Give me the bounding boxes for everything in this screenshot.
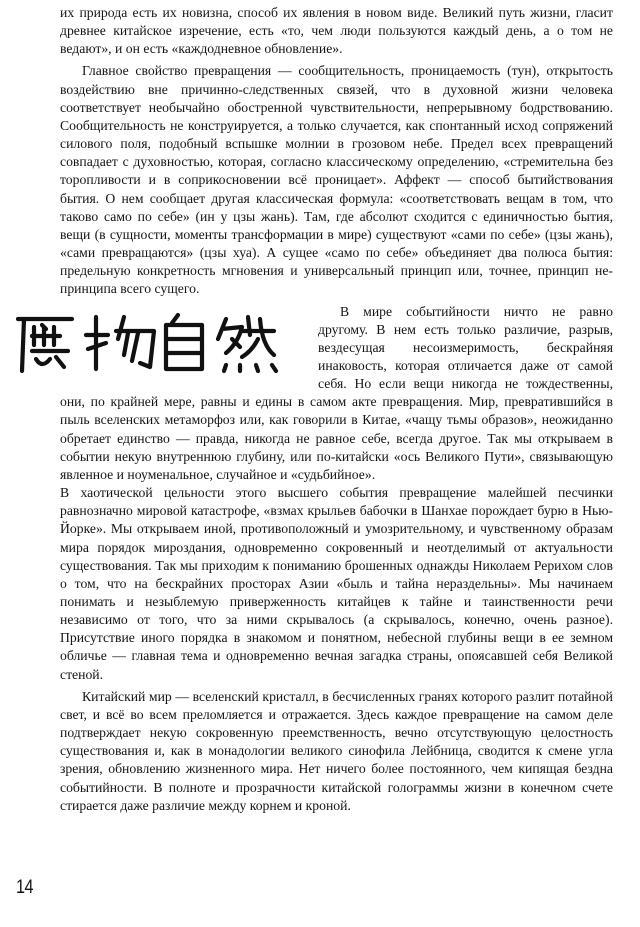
page-number: 14 <box>16 877 34 898</box>
calligraphy-illustration <box>8 307 308 379</box>
body-text <box>60 4 613 819</box>
calligraphy-seal-script <box>12 309 302 375</box>
paragraph-5: Китайский мир — вселенский кристалл, в бесчисленных гранях которого разлит потайной свет, и всё во всем преломляется и отражается. Здесь каждое превращение на самом деле подтверждает некую сокровенную преемственность, вечно отсутствующую целостность существования и, как в монадологии великого синофила Лейбница, сводится к смене угла зрения, обновлению жизненного мира. Нет ничего более постоянного, чем кипящая бездна событийности. В полноте и прозрачности китайской голограммы жизни в конечном счете стирается даже различие между корнем и кроной. <box>60 688 613 813</box>
paragraph-1: их природа есть их новизна, способ их явления в новом виде. Великий путь жизни, гласит древнее китайское изречение, есть «то, чем люди пользуются каждый день, а о том не ведают», и он есть «каждодневное обновление». <box>60 5 613 57</box>
paragraph-3: В мире событийности ничто не равно другому. В нем есть только различие, разрыв, вездесущая несоизмеримость, бескрайняя инаковость, которая отличается даже от самой себя. Но если вещи никогда не тождественны, они, по крайней мере, равны и едины в самом акте превращения. Мир, превратившийся в пыль вселенских метаморфоз или, как говорили в Китае, «чащу тьмы образов», неожиданно обретает единство — правда, никогда не равное себе, всегда другое. Так мы открываем в событии некую внутреннюю глубину, или по-китайски «ось Великого Пути», связывающую явленное и ноуменальное, случайное и «судьбийное». <box>60 303 613 482</box>
paragraph-4: В хаотической цельности этого высшего события превращение малейшей песчинки равнозначно мировой катастрофе, «взмах крыльев бабочки в Шанхае порождает бурю в Нью-Йорке». Мы открываем иной, противоположный и умозрительному, и чувственному образам мира порядок мироздания, одновременно сокровенный и неотделимый от актуальности существования. Так мы приходим к пониманию брошенных однажды Николаем Рерихом слов о том, что на бескрайних просторах Азии «быль и тайна нераздельны». Мы начинаем понимать и незыблемую приверженность китайцев к тайне и таинственности речи независимо от того, что за ними скрывалось (а скрывалось, конечно, очень разное). Присутствие иного порядка в знакомом и понятном, небесной глубины вещи в ее земном обличье — главная тема и одновременно вечная загадка страны, опоясавшей себя Великой стеной. <box>60 485 613 682</box>
paragraph-2: Главное свойство превращения — сообщительность, проницаемость (тун), открытость воздействию вне причинно-следственных связей, что в духовной жизни человека соответствует необычайно обостренной чувствительности, непрерывному бодрствованию. Сообщительность не конструируется, а только случается, как спонтанный исход сопряжений силового поля, подобный вспышке молнии в грозовом небе. Предел всех превращений совпадает с духовностью, которая, согласно классическому определению, «стремительна без торопливости и в соприкосновении всё проницает». Аффект — способ бытийствования бытия. О нем сообщает другая классическая формула: «соответствовать вещам в том, что таково само по себе» (ин у цзы жань). Там, где абсолют сходится с единичностью бытия, вещи (в сущности, моменты трансформации в мире) существуют «сами по себе» (цзы жань), «сами превращаются» (цзы хуа). А сущее «само по себе» объединяет два полюса бытия: предельную конкретность мгновения и универсальный принцип или, точнее, принцип не-принципа всего сущего. <box>60 63 613 297</box>
